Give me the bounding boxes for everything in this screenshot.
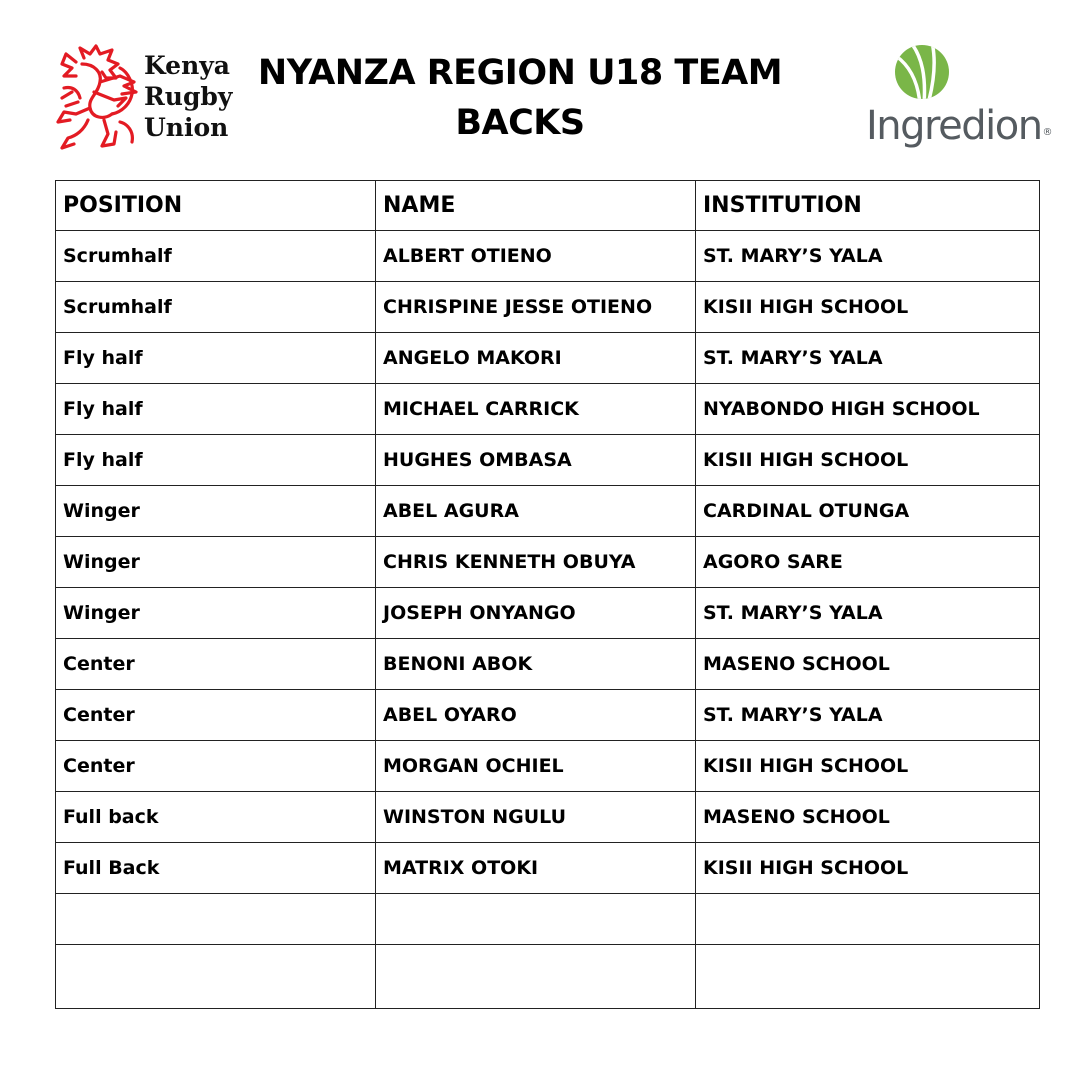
- institution-cell: AGORO SARE: [696, 537, 1040, 588]
- position-cell: Fly half: [56, 435, 376, 486]
- table-row: [56, 333, 1040, 384]
- name-cell: ANGELO MAKORI: [376, 333, 696, 384]
- position-cell: Winger: [56, 537, 376, 588]
- institution-cell: KISII HIGH SCHOOL: [696, 741, 1040, 792]
- page-title: [240, 48, 800, 148]
- name-cell: ABEL AGURA: [376, 486, 696, 537]
- name-cell: ABEL OYARO: [376, 690, 696, 741]
- kru-logo-line-3: Union: [144, 113, 229, 142]
- position-cell: Center: [56, 639, 376, 690]
- institution-cell: MASENO SCHOOL: [696, 639, 1040, 690]
- name-cell: [376, 894, 696, 945]
- institution-cell: CARDINAL OTUNGA: [696, 486, 1040, 537]
- table-row: [56, 282, 1040, 333]
- position-cell: Scrumhalf: [56, 231, 376, 282]
- institution-cell: KISII HIGH SCHOOL: [696, 282, 1040, 333]
- kru-logo-line-2: Rugby: [144, 82, 233, 111]
- title-line-1: NYANZA REGION U18 TEAM: [257, 53, 783, 93]
- name-cell: [376, 945, 696, 1009]
- table-row: [56, 741, 1040, 792]
- position-cell: Center: [56, 741, 376, 792]
- ingredion-leaf-icon: [892, 42, 952, 102]
- table-row: [56, 435, 1040, 486]
- position-cell: Full Back: [56, 843, 376, 894]
- institution-cell: ST. MARY’S YALA: [696, 690, 1040, 741]
- name-cell: CHRIS KENNETH OBUYA: [376, 537, 696, 588]
- name-cell: WINSTON NGULU: [376, 792, 696, 843]
- table-row: [56, 384, 1040, 435]
- table-row: [56, 231, 1040, 282]
- name-cell: ALBERT OTIENO: [376, 231, 696, 282]
- table-row: [56, 690, 1040, 741]
- table-row: [56, 843, 1040, 894]
- position-cell: Winger: [56, 486, 376, 537]
- name-cell: BENONI ABOK: [376, 639, 696, 690]
- table-row: [56, 792, 1040, 843]
- registered-mark: ®: [1042, 127, 1053, 138]
- institution-cell: MASENO SCHOOL: [696, 792, 1040, 843]
- table-body: [56, 231, 1040, 1009]
- institution-cell: [696, 945, 1040, 1009]
- institution-cell: KISII HIGH SCHOOL: [696, 843, 1040, 894]
- table-row: [56, 588, 1040, 639]
- title-line-2: BACKS: [455, 103, 585, 143]
- backs-roster-table: [55, 180, 1040, 1009]
- ingredion-logo: [862, 40, 1052, 155]
- name-cell: MORGAN OCHIEL: [376, 741, 696, 792]
- position-cell: Full back: [56, 792, 376, 843]
- name-cell: MATRIX OTOKI: [376, 843, 696, 894]
- column-header-institution: INSTITUTION: [696, 181, 1040, 231]
- institution-cell: [696, 894, 1040, 945]
- position-cell: Fly half: [56, 384, 376, 435]
- kru-logo-text: [144, 50, 232, 143]
- ingredion-wordmark: [866, 100, 1053, 159]
- name-cell: MICHAEL CARRICK: [376, 384, 696, 435]
- position-cell: [56, 945, 376, 1009]
- kenya-rugby-union-logo: [54, 42, 244, 157]
- position-cell: Winger: [56, 588, 376, 639]
- position-cell: Scrumhalf: [56, 282, 376, 333]
- ingredion-name: Ingredion: [866, 103, 1042, 149]
- institution-cell: ST. MARY’S YALA: [696, 588, 1040, 639]
- position-cell: [56, 894, 376, 945]
- name-cell: HUGHES OMBASA: [376, 435, 696, 486]
- table-row: [56, 486, 1040, 537]
- kru-logo-line-1: Kenya: [144, 51, 230, 80]
- position-cell: Center: [56, 690, 376, 741]
- institution-cell: ST. MARY’S YALA: [696, 231, 1040, 282]
- table-header-row: [56, 181, 1040, 231]
- table-row: [56, 639, 1040, 690]
- table-row: [56, 894, 1040, 945]
- lion-rampant-icon: [54, 42, 140, 154]
- position-cell: Fly half: [56, 333, 376, 384]
- institution-cell: KISII HIGH SCHOOL: [696, 435, 1040, 486]
- institution-cell: NYABONDO HIGH SCHOOL: [696, 384, 1040, 435]
- institution-cell: ST. MARY’S YALA: [696, 333, 1040, 384]
- table-row: [56, 945, 1040, 1009]
- table-row: [56, 537, 1040, 588]
- column-header-position: POSITION: [56, 181, 376, 231]
- name-cell: CHRISPINE JESSE OTIENO: [376, 282, 696, 333]
- column-header-name: NAME: [376, 181, 696, 231]
- name-cell: JOSEPH ONYANGO: [376, 588, 696, 639]
